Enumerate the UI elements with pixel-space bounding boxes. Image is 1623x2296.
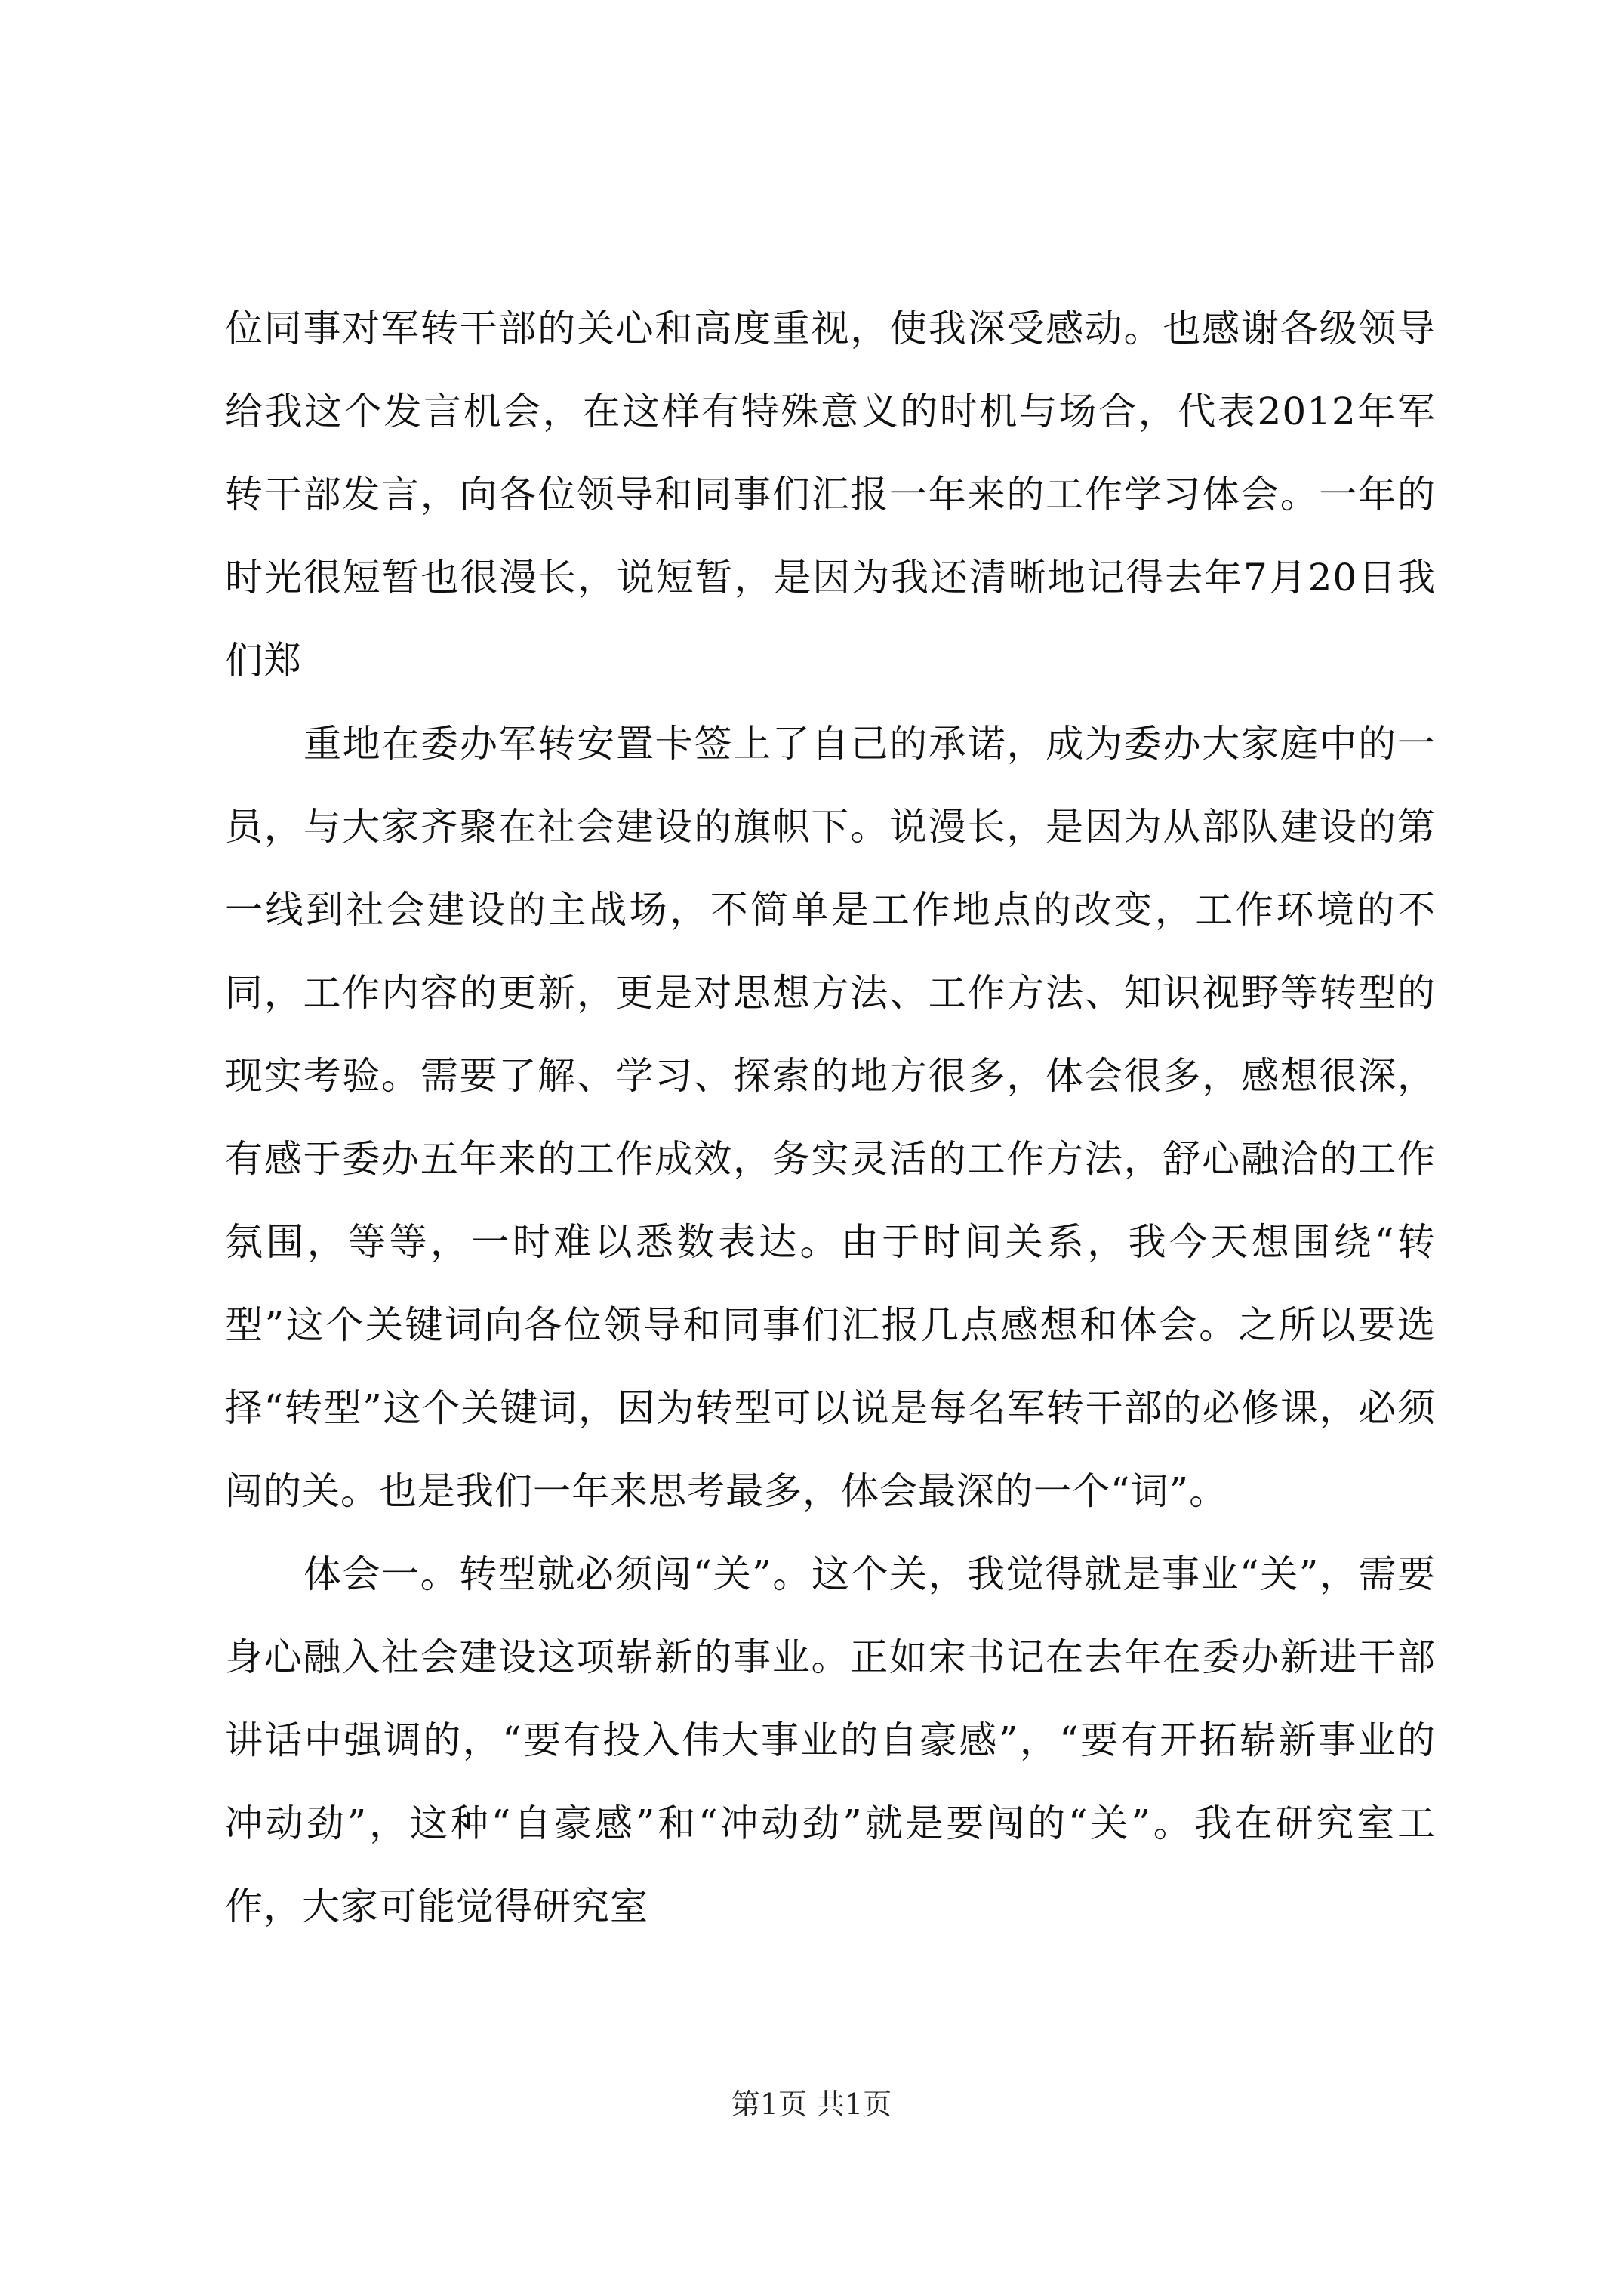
document-body xyxy=(225,287,1436,1948)
paragraph-3: 体会一。转型就必须闯“关”。这个关，我觉得就是事业“关”，需要身心融入社会建设这项崭新的事业。正如宋书记在去年在委办新进干部讲话中强调的，“要有投入伟大事业的自豪感”，“要有开拓崭新事业的冲动劲”，这种“自豪感”和“冲动劲”就是要闯的“关”。我在研究室工作，大家可能觉得研究室 xyxy=(225,1552,1436,1928)
paragraph-1: 位同事对军转干部的关心和高度重视，使我深受感动。也感谢各级领导给我这个发言机会，在这样有特殊意义的时机与场合，代表2012年军转干部发言，向各位领导和同事们汇报一年来的工作学习体会。一年的时光很短暂也很漫长，说短暂，是因为我还清晰地记得去年7月20日我们郑 xyxy=(225,307,1436,683)
page-footer: 第1页 共1页 xyxy=(731,2088,892,2121)
paragraph-2: 重地在委办军转安置卡签上了自己的承诺，成为委办大家庭中的一员，与大家齐聚在社会建设的旗帜下。说漫长，是因为从部队建设的第一线到社会建设的主战场，不简单是工作地点的改变，工作环境的不同，工作内容的更新，更是对思想方法、工作方法、知识视野等转型的现实考验。需要了解、学习、探索的地方很多，体会很多，感想很深，有感于委办五年来的工作成效，务实灵活的工作方法，舒心融洽的工作氛围，等等，一时难以悉数表达。由于时间关系，我今天想围绕“转型”这个关键词向各位领导和同事们汇报几点感想和体会。之所以要选择“转型”这个关键词，因为转型可以说是每名军转干部的必修课，必须闯的关。也是我们一年来思考最多，体会最深的一个“词”。 xyxy=(225,722,1436,1513)
